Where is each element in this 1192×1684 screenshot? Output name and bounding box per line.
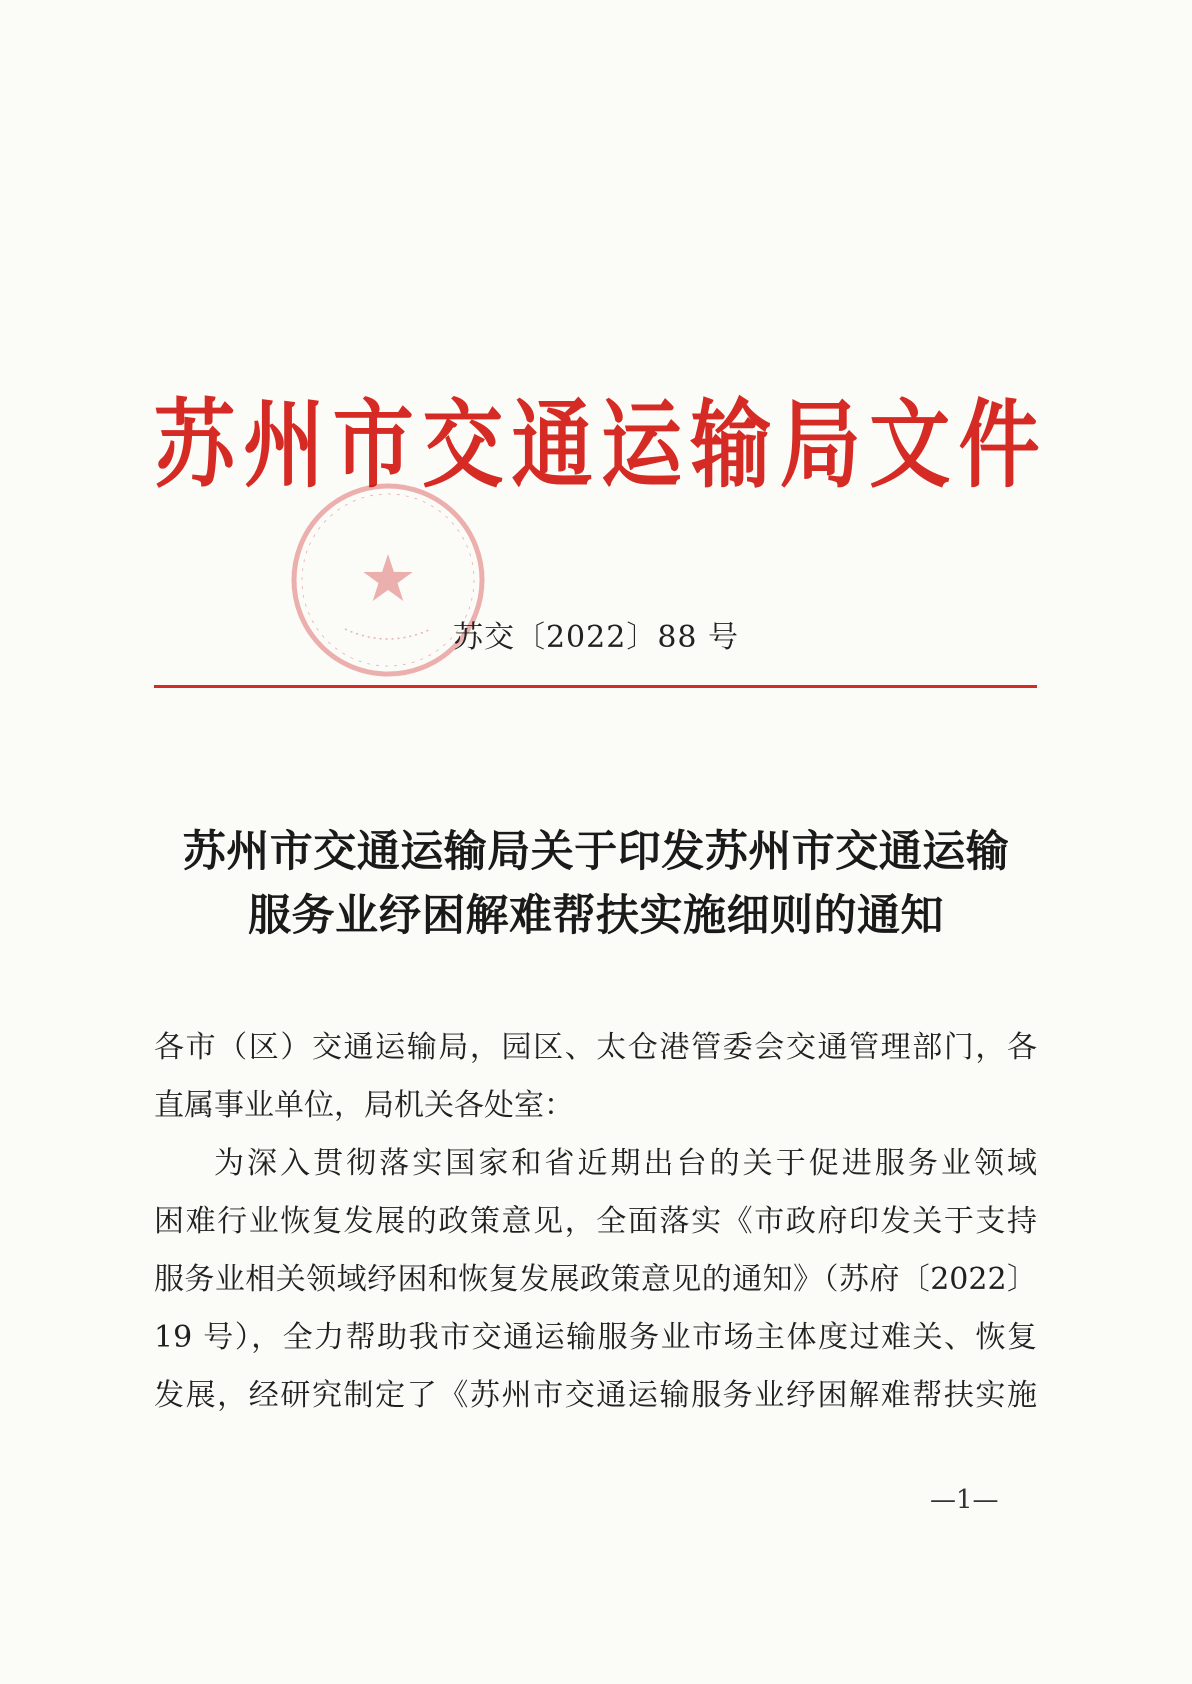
body-line: 服务业相关领域纾困和恢复发展政策意见的通知》（苏府〔2022〕 xyxy=(154,1262,1037,1297)
body-line: 发展，经研究制定了《苏州市交通运输服务业纾困解难帮扶实施 xyxy=(154,1378,1037,1413)
document-number: 苏交〔2022〕88 号 xyxy=(452,620,740,655)
body-line-paragraph-start: 为深入贯彻落实国家和省近期出台的关于促进服务业领域 xyxy=(214,1146,1037,1181)
body-line: 困难行业恢复发展的政策意见，全面落实《市政府印发关于支持 xyxy=(154,1204,1037,1239)
seal-star-icon xyxy=(363,554,412,601)
notice-body xyxy=(154,1019,1037,1425)
notice-title-line-2: 服务业纾困解难帮扶实施细则的通知 xyxy=(248,891,944,941)
notice-title xyxy=(0,820,1192,948)
page-number: —1— xyxy=(930,1485,999,1515)
body-line-addressees: 各市（区）交通运输局，园区、太仓港管委会交通管理部门，各 xyxy=(154,1030,1037,1065)
agency-header-title: 苏州市交通运输局文件 xyxy=(154,389,1049,502)
body-line: 19 号），全力帮助我市交通运输服务业市场主体度过难关、恢复 xyxy=(154,1320,1037,1355)
red-divider-line xyxy=(154,685,1037,688)
notice-title-line-1: 苏州市交通运输局关于印发苏州市交通运输 xyxy=(182,827,1010,877)
body-line-addressees-cont: 直属事业单位，局机关各处室： xyxy=(154,1088,574,1123)
